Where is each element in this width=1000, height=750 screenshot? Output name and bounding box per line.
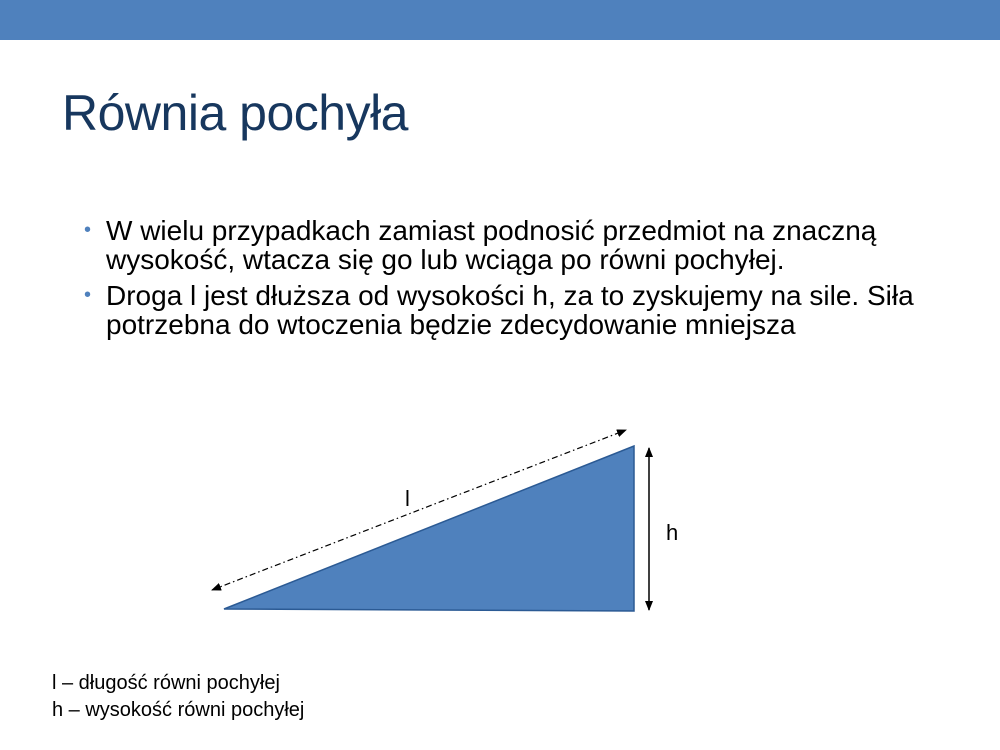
height-label: h bbox=[666, 520, 679, 545]
diagram-legend bbox=[52, 670, 304, 724]
inclined-plane-triangle bbox=[224, 446, 634, 611]
legend-length: l – długość równi pochyłej bbox=[52, 672, 280, 694]
bullet-marker: • bbox=[84, 219, 92, 241]
bullet-marker: • bbox=[84, 284, 92, 306]
length-label: l bbox=[405, 486, 410, 511]
slide-title: Równia pochyła bbox=[62, 85, 408, 141]
bullet-text: W wielu przypadkach zamiast podnosić przedmiot na znaczną wysokość, wtacza się go lub wciąga po równi pochyłej. bbox=[106, 215, 877, 275]
bullet-text: Droga l jest dłuższa od wysokości h, za to zyskujemy na sile. Siła potrzebna do wtoczenia będzie zdecydowanie mniejsza bbox=[106, 280, 914, 340]
legend-height: h – wysokość równi pochyłej bbox=[52, 699, 305, 721]
